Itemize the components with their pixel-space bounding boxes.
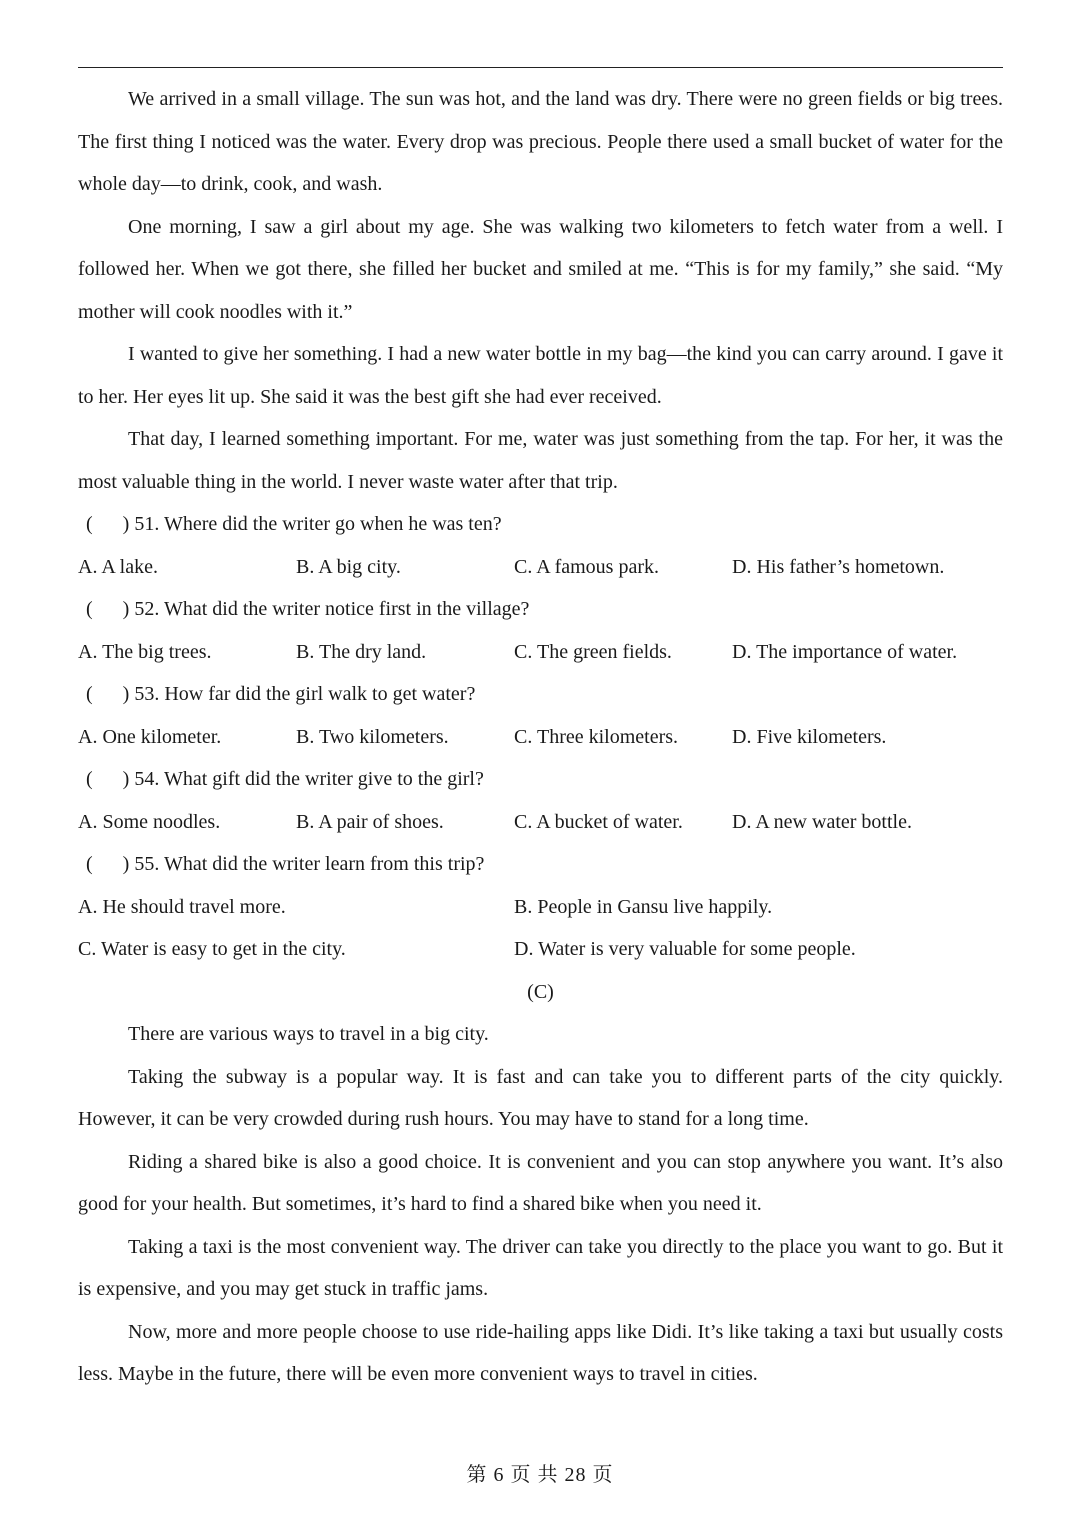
page-number: 第 6 页 共 28 页 [466, 1464, 614, 1486]
paragraph: Now, more and more people choose to use ride-hailing apps like Didi. It’s like taking a taxi but usually costs less. Maybe in the future, there will be even more convenient ways to travel in cities. [78, 1320, 1003, 1385]
option-a: A. The big trees. [78, 640, 212, 663]
option-a: A. Some noodles. [78, 810, 221, 833]
option-d: D. The importance of water. [732, 640, 958, 663]
options-row [78, 886, 1003, 929]
options-row [78, 928, 1003, 971]
paragraph: I wanted to give her something. I had a new water bottle in my bag—the kind you can carry around. I gave it to her. Her eyes lit up. She said it was the best gift she had ever received. [78, 343, 1003, 408]
question-stem: ( ) 51. Where did the writer go when he was ten? [86, 513, 502, 535]
paragraph: Taking a taxi is the most convenient way. The driver can take you directly to the place you want to go. But it is expensive, and you may get stuck in traffic jams. [78, 1235, 1003, 1300]
question-51 [78, 503, 1003, 588]
option-b: B. People in Gansu live happily. [514, 895, 773, 918]
option-c: C. Three kilometers. [514, 725, 679, 748]
paragraph: Taking the subway is a popular way. It is fast and can take you to different parts of the city quickly. However, it can be very crowded during rush hours. You may have to stand for a long time. [78, 1065, 1003, 1130]
option-d: D. His father’s hometown. [732, 555, 945, 578]
option-a: A. He should travel more. [78, 895, 286, 918]
question-54 [78, 758, 1003, 843]
passage-c [78, 1013, 1003, 1396]
paragraph: That day, I learned something important. For me, water was just something from the tap. For her, it was the most valuable thing in the world. I never waste water after that trip. [78, 428, 1003, 493]
question-stem: ( ) 54. What gift did the writer give to the girl? [86, 768, 484, 790]
options-row [78, 631, 1003, 674]
options-row [78, 716, 1003, 759]
option-c: C. The green fields. [514, 640, 672, 663]
page-content [78, 78, 1003, 1396]
option-b: B. A big city. [296, 555, 401, 578]
paragraph: We arrived in a small village. The sun was hot, and the land was dry. There were no green fields or big trees. The first thing I noticed was the water. Every drop was precious. People there used a small bucket of water for the whole day—to drink, cook, and wash. [78, 88, 1003, 195]
question-stem: ( ) 52. What did the writer notice first in the village? [86, 598, 530, 620]
question-stem: ( ) 53. How far did the girl walk to get water? [86, 683, 476, 705]
paragraph: Riding a shared bike is also a good choice. It is convenient and you can stop anywhere you want. It’s also good for your health. But sometimes, it’s hard to find a shared bike when you need it. [78, 1150, 1003, 1215]
options-row [78, 801, 1003, 844]
paragraph: One morning, I saw a girl about my age. She was walking two kilometers to fetch water from a well. I followed her. When we got there, she filled her bucket and smiled at me. “This is for my family,” she said. “My mother will cook noodles with it.” [78, 215, 1003, 323]
question-52 [78, 588, 1003, 673]
question-stem: ( ) 55. What did the writer learn from this trip? [86, 853, 485, 875]
option-c: C. Water is easy to get in the city. [78, 938, 346, 960]
section-heading: (C) [527, 980, 554, 1003]
option-d: D. Five kilometers. [732, 725, 887, 748]
paragraph: There are various ways to travel in a big city. [128, 1023, 489, 1045]
option-b: B. The dry land. [296, 640, 427, 663]
question-55 [78, 843, 1003, 971]
option-c: C. A famous park. [514, 555, 659, 578]
passage-b [78, 78, 1003, 503]
option-b: B. A pair of shoes. [296, 810, 444, 833]
option-c: C. A bucket of water. [514, 810, 683, 833]
option-a: A. A lake. [78, 555, 158, 578]
option-a: A. One kilometer. [78, 725, 222, 748]
options-row [78, 546, 1003, 589]
header-rule [78, 67, 1003, 68]
option-d: D. Water is very valuable for some people. [514, 938, 856, 960]
option-d: D. A new water bottle. [732, 810, 912, 833]
option-b: B. Two kilometers. [296, 725, 449, 748]
question-53 [78, 673, 1003, 758]
